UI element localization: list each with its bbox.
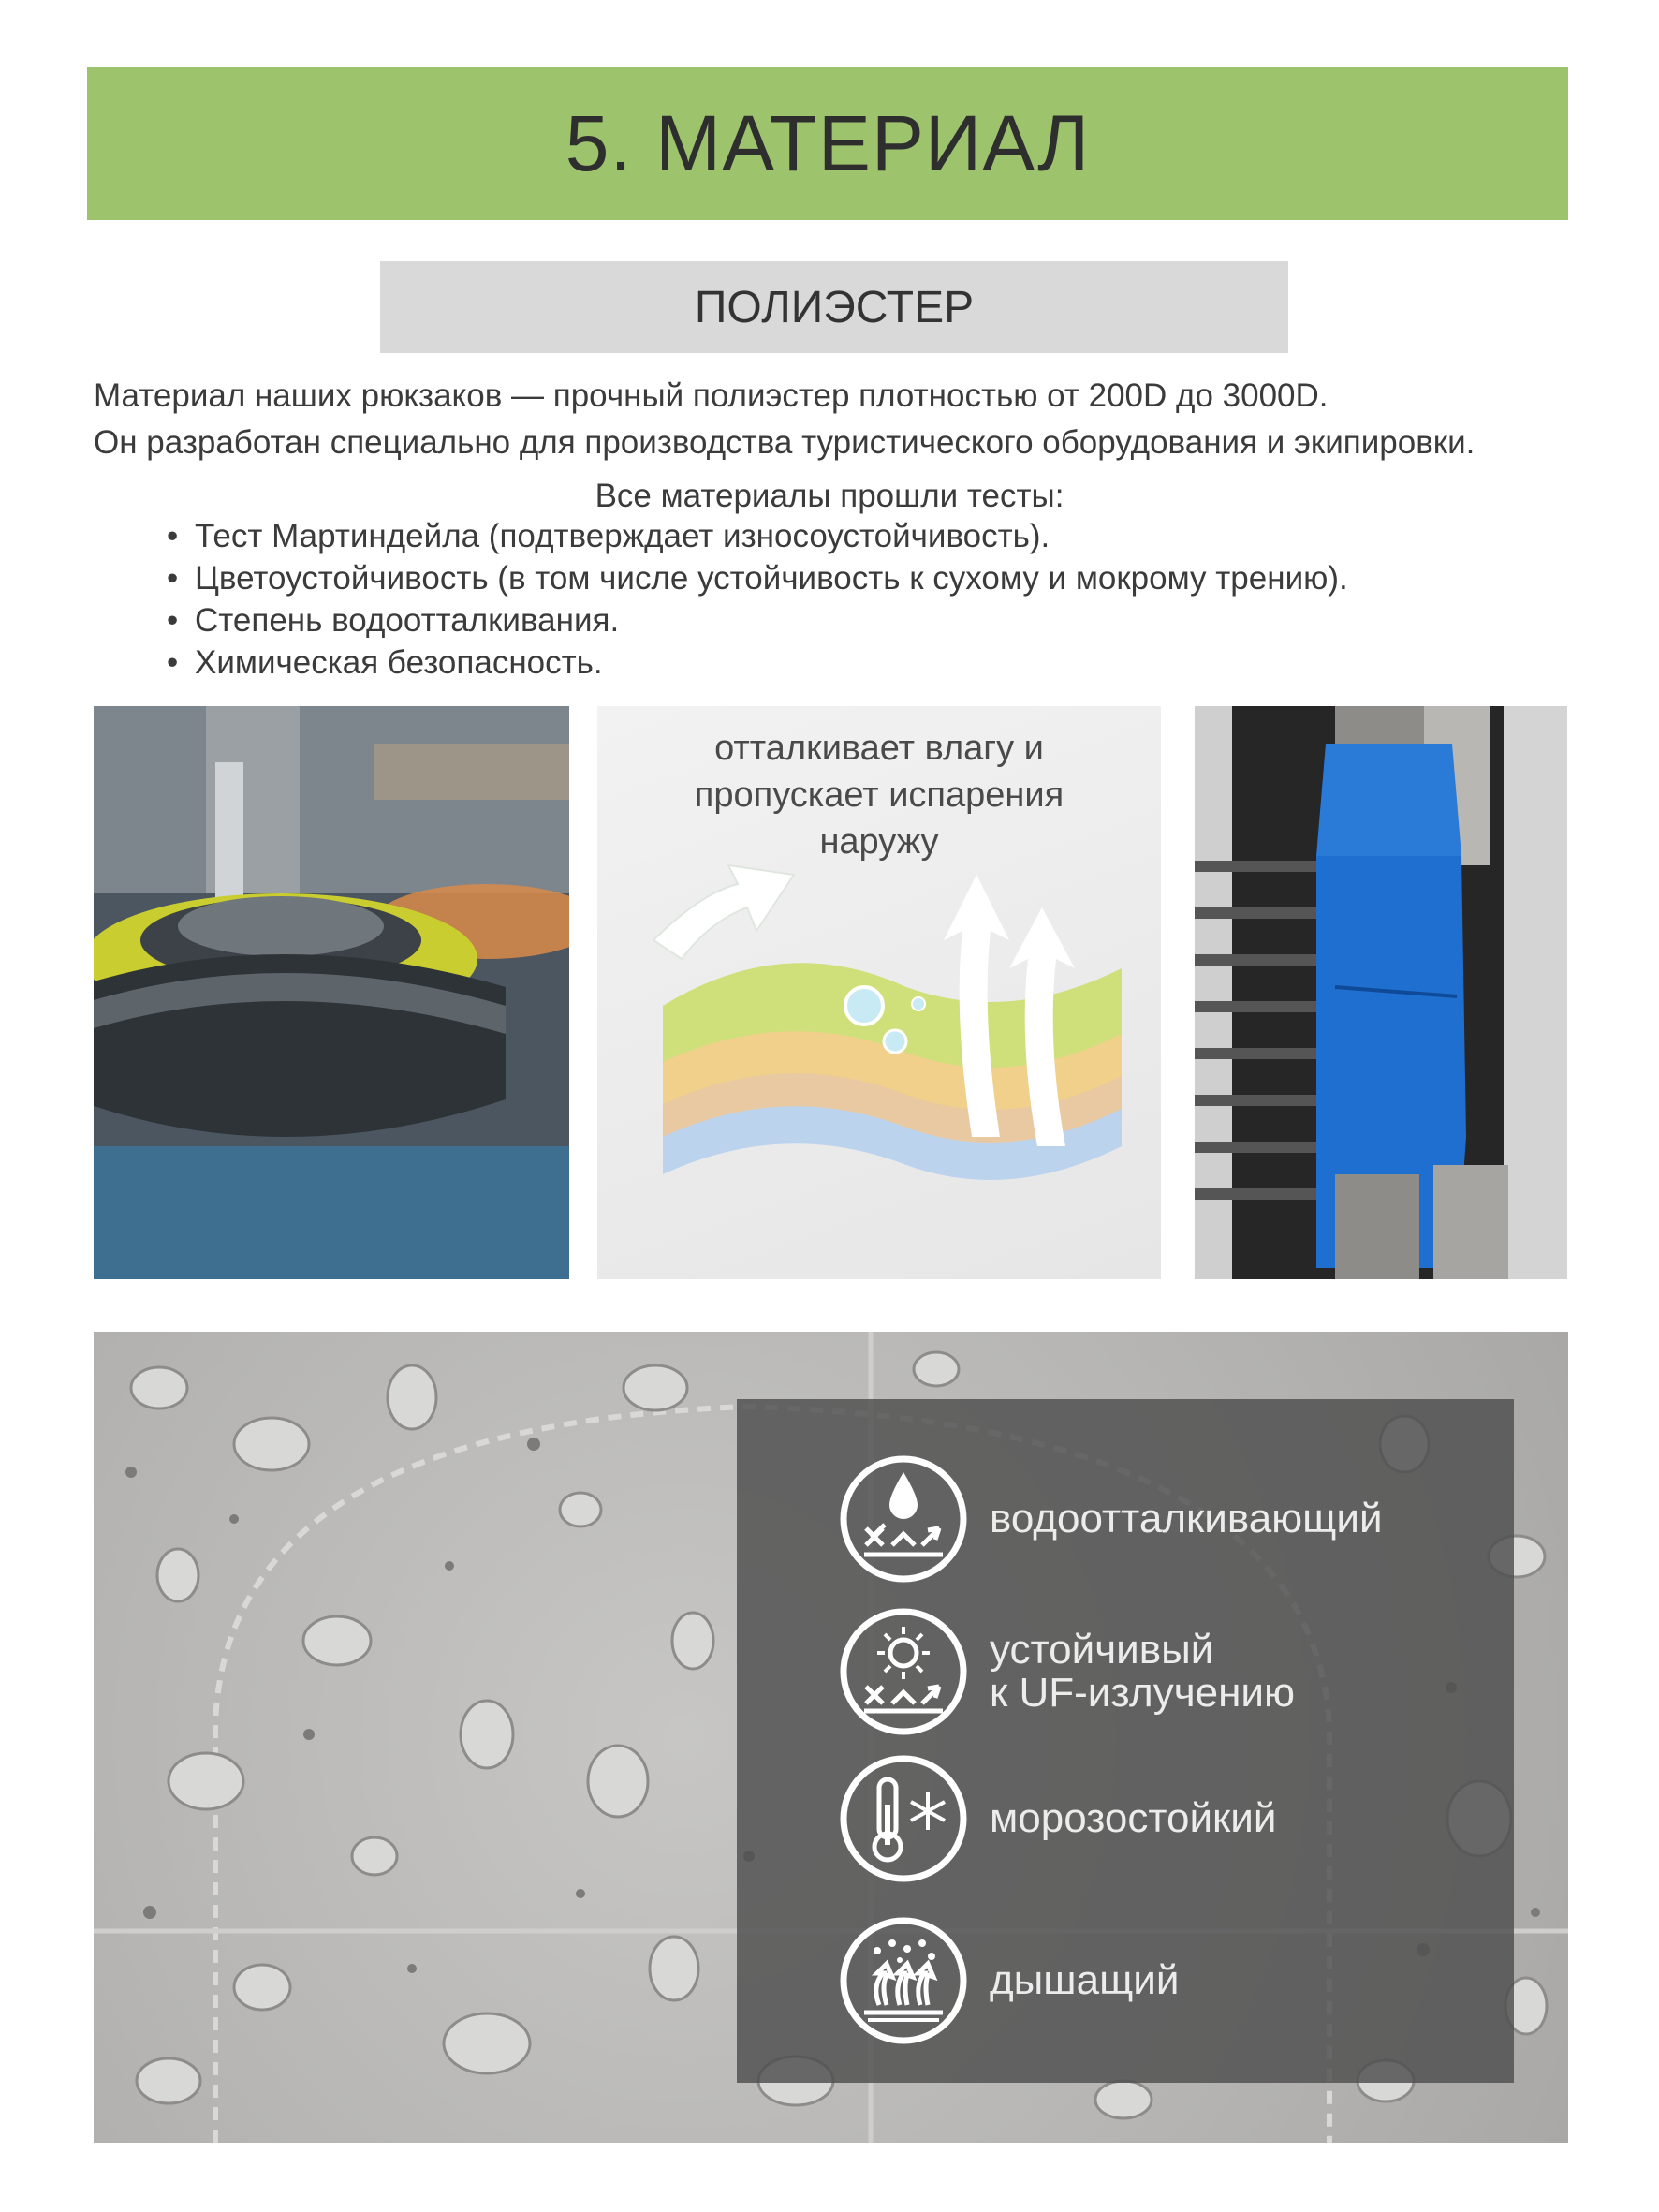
caption-line: наружу: [819, 822, 939, 862]
breathable-icon: [838, 1915, 969, 2046]
membrane-caption: [597, 725, 1161, 865]
sun-icon: [838, 1606, 969, 1737]
feature-label-line: водоотталкивающий: [990, 1496, 1383, 1541]
tests-list: [167, 515, 1348, 684]
water-drop-icon: [838, 1453, 969, 1585]
bullet: •: [167, 518, 179, 554]
list-item-text: Степень водоотталкивания.: [195, 602, 620, 639]
list-item-text: Химическая безопасность.: [195, 644, 603, 681]
header-banner: [87, 67, 1568, 220]
page-title: 5. МАТЕРИАЛ: [565, 99, 1091, 187]
feature-label: [990, 1629, 1295, 1715]
martindale-test-photo: [94, 706, 569, 1279]
bullet: •: [167, 560, 179, 597]
tests-title: Все материалы прошли тесты:: [595, 478, 1064, 514]
tensile-test-photo: [1195, 706, 1567, 1279]
feature-label: [990, 1959, 1179, 2002]
section-bar: [380, 261, 1288, 353]
section-title: ПОЛИЭСТЕР: [694, 282, 975, 332]
list-item-text: Цветоустойчивость (в том числе устойчивость к сухому и мокрому трению).: [195, 560, 1348, 597]
caption-line: отталкивает влагу и: [714, 729, 1044, 768]
caption-line: пропускает испарения: [694, 775, 1064, 815]
feature-item: [838, 1453, 1383, 1585]
feature-label: [990, 1797, 1276, 1840]
list-item-text: Тест Мартиндейла (подтверждает износоустойчивость).: [195, 518, 1050, 554]
membrane-diagram: [597, 706, 1161, 1279]
list-item: [167, 515, 1348, 557]
intro-line-2: Он разработан специально для производства туристического оборудования и экипировки.: [94, 424, 1475, 461]
bullet: •: [167, 644, 179, 681]
bullet: •: [167, 602, 179, 639]
list-item: [167, 641, 1348, 684]
intro-line-1: Материал наших рюкзаков — прочный полиэстер плотностью от 200D до 3000D.: [94, 377, 1329, 414]
feature-label: [990, 1497, 1383, 1541]
feature-item: [838, 1606, 1295, 1737]
feature-label-line: к UF-излучению: [990, 1670, 1295, 1716]
frost-thermometer-icon: [838, 1753, 969, 1884]
feature-label-line: устойчивый: [990, 1627, 1214, 1673]
list-item: [167, 557, 1348, 599]
list-item: [167, 599, 1348, 641]
feature-item: [838, 1915, 1179, 2046]
feature-label-line: морозостойкий: [990, 1795, 1277, 1841]
intro-text: [94, 373, 1610, 466]
feature-item: [838, 1753, 1276, 1884]
feature-label-line: дышащий: [990, 1957, 1180, 2003]
